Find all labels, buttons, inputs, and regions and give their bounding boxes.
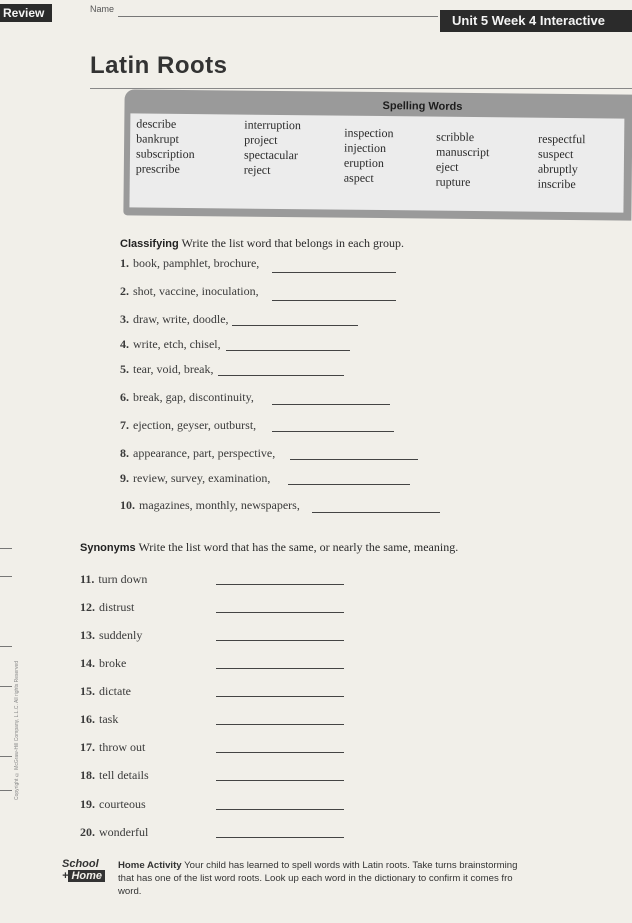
margin-mark — [0, 756, 12, 757]
synonyms-question-17: 17. throw out — [80, 740, 146, 754]
classifying-question-5: 5. tear, void, break, — [120, 362, 214, 376]
classifying-heading: Classifying — [120, 238, 179, 250]
answer-blank-17[interactable] — [216, 752, 344, 753]
margin-mark — [0, 576, 12, 577]
logo-school-text: School — [62, 858, 99, 870]
classifying-question-10: 10. magazines, monthly, newspapers, — [120, 498, 300, 512]
classifying-instructions — [120, 236, 404, 251]
name-input-line[interactable] — [118, 16, 438, 17]
synonyms-heading: Synonyms — [80, 542, 136, 554]
classifying-question-1: 1. book, pamphlet, brochure, — [120, 256, 260, 270]
school-home-logo — [62, 858, 105, 882]
synonyms-instruction-text: Write the list word that has the same, or nearly the same, meaning. — [138, 540, 459, 554]
synonyms-question-12: 12. distrust — [80, 600, 135, 614]
spelling-words-list — [129, 113, 624, 212]
answer-blank-18[interactable] — [216, 780, 344, 781]
synonyms-question-13: 13. suddenly — [80, 628, 143, 642]
spelling-word: prescribe — [135, 161, 180, 176]
synonyms-question-11: 11. turn down — [80, 572, 148, 586]
spelling-word: eject — [435, 159, 459, 174]
spelling-column-5 — [538, 132, 586, 192]
spelling-column-4 — [436, 130, 490, 191]
name-label: Name — [90, 4, 115, 14]
spelling-word: injection — [344, 140, 387, 156]
spelling-word: project — [244, 132, 278, 147]
answer-blank-11[interactable] — [216, 584, 344, 585]
spelling-word: spectacular — [243, 147, 299, 163]
answer-blank-19[interactable] — [216, 809, 344, 810]
logo-plus-text: + — [62, 870, 69, 882]
margin-mark — [0, 686, 12, 687]
spelling-column-2 — [244, 118, 301, 179]
logo-home-text: Home — [68, 870, 105, 882]
synonyms-question-14: 14. broke — [80, 656, 127, 670]
spelling-word: respectful — [538, 131, 586, 147]
spelling-word: subscription — [135, 146, 195, 162]
answer-blank-9[interactable] — [288, 484, 410, 485]
answer-blank-7[interactable] — [272, 431, 394, 432]
spelling-word: inscribe — [537, 176, 576, 192]
review-tag: Review — [0, 4, 52, 22]
spelling-column-3 — [344, 126, 394, 187]
spelling-word: abruptly — [537, 161, 578, 177]
unit-tag: Unit 5 Week 4 Interactive — [440, 10, 632, 32]
answer-blank-16[interactable] — [216, 724, 344, 725]
margin-mark — [0, 646, 12, 647]
spelling-word: eruption — [343, 155, 384, 171]
spelling-words-box — [123, 89, 632, 220]
spelling-word: inspection — [344, 125, 394, 141]
answer-blank-12[interactable] — [216, 612, 344, 613]
page-title: Latin Roots — [90, 52, 228, 79]
synonyms-instructions — [80, 540, 458, 555]
margin-mark — [0, 790, 12, 791]
answer-blank-6[interactable] — [272, 404, 390, 405]
answer-blank-10[interactable] — [312, 512, 440, 513]
home-activity-text: Your child has learned to spell words with Latin roots. Take turns brainstorming that has one of the list word roots. Look up each word in the dictionary to confirm it comes fro word. — [118, 860, 518, 897]
classifying-question-6: 6. break, gap, discontinuity, — [120, 390, 254, 404]
classifying-question-3: 3. draw, write, doodle, — [120, 312, 229, 326]
spelling-column-1 — [136, 116, 195, 177]
answer-blank-2[interactable] — [272, 300, 396, 301]
answer-blank-13[interactable] — [216, 640, 344, 641]
spelling-word: manuscript — [435, 144, 490, 160]
classifying-question-4: 4. write, etch, chisel, — [120, 337, 221, 351]
answer-blank-1[interactable] — [272, 272, 396, 273]
classifying-question-7: 7. ejection, geyser, outburst, — [120, 418, 257, 432]
spelling-word: scribble — [436, 129, 475, 145]
classifying-question-9: 9. review, survey, examination, — [120, 471, 271, 485]
answer-blank-20[interactable] — [216, 837, 344, 838]
classifying-question-2: 2. shot, vaccine, inoculation, — [120, 284, 259, 298]
answer-blank-14[interactable] — [216, 668, 344, 669]
synonyms-question-16: 16. task — [80, 712, 119, 726]
synonyms-question-19: 19. courteous — [80, 797, 146, 811]
spelling-word: aspect — [343, 170, 374, 185]
spelling-word: reject — [243, 162, 271, 177]
classifying-question-8: 8. appearance, part, perspective, — [120, 446, 276, 460]
spelling-words-title: Spelling Words — [382, 100, 463, 113]
answer-blank-4[interactable] — [226, 350, 350, 351]
answer-blank-5[interactable] — [218, 375, 344, 376]
copyright-notice: Copyright © McGraw-Hill Company, L.L.C. All rights Reserved — [14, 660, 20, 800]
spelling-word: bankrupt — [136, 131, 179, 146]
answer-blank-8[interactable] — [290, 459, 418, 460]
answer-blank-3[interactable] — [232, 325, 358, 326]
spelling-word: rupture — [435, 174, 471, 189]
synonyms-question-18: 18. tell details — [80, 768, 149, 782]
answer-blank-15[interactable] — [216, 696, 344, 697]
synonyms-question-15: 15. dictate — [80, 684, 131, 698]
synonyms-question-20: 20. wonderful — [80, 825, 149, 839]
spelling-word: interruption — [244, 117, 302, 133]
home-activity-label: Home Activity — [118, 860, 182, 871]
margin-mark — [0, 548, 12, 549]
spelling-word: describe — [136, 116, 177, 131]
home-activity-note — [118, 859, 632, 898]
classifying-instruction-text: Write the list word that belongs in each group. — [181, 236, 404, 250]
spelling-word: suspect — [537, 146, 574, 162]
